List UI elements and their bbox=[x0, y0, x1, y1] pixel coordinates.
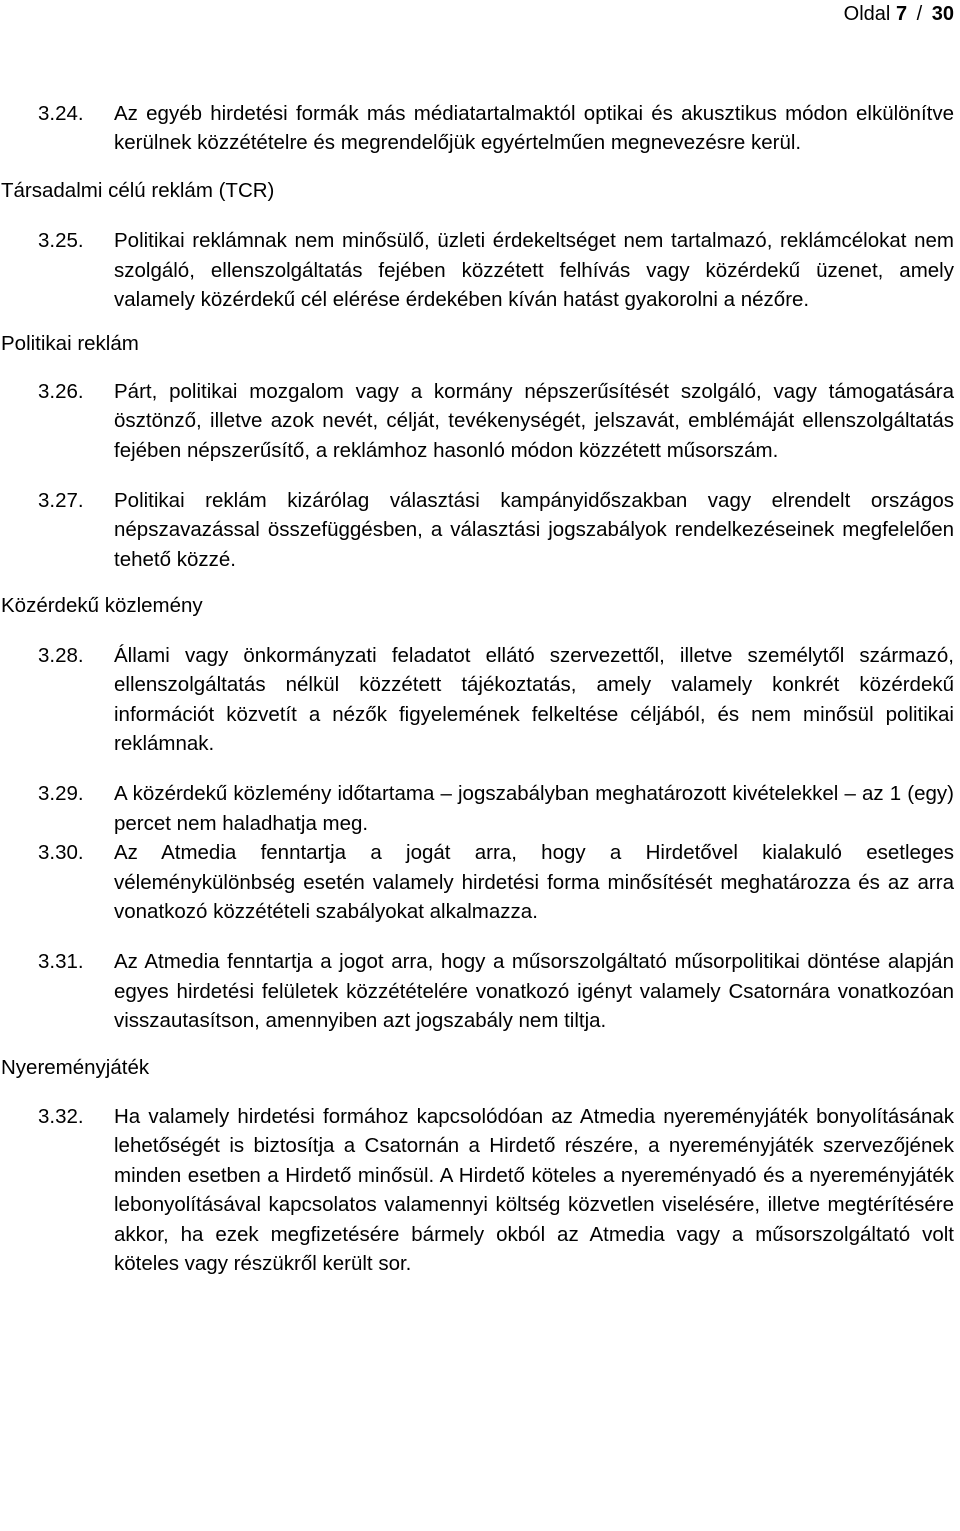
page-label: Oldal bbox=[843, 3, 891, 25]
clause-3-29 bbox=[0, 779, 960, 838]
clause-3-30 bbox=[0, 838, 960, 926]
clause-3-26 bbox=[0, 377, 960, 465]
clause-text: Az Atmedia fenntartja a jogot arra, hogy a műsorszolgáltató műsorpolitikai döntése alapján egyes hirdetési felületek közzétételére vonatkozó igényt valamely Csatornára vonatkozóan visszautasítson, amennyiben azt jogszabály nem tiltja. bbox=[114, 950, 954, 1033]
section-heading-tcr: Társadalmi célú reklám (TCR) bbox=[1, 178, 275, 202]
clause-text: Az egyéb hirdetési formák más médiatartalmaktól optikai és akusztikus módon elkülönítve kerülnek közzétételre és megrendelőjük egyértelműen megnevezésre kerül. bbox=[114, 102, 954, 155]
clause-text: Politikai reklámnak nem minősülő, üzleti érdekeltséget nem tartalmazó, reklámcélokat nem szolgáló, ellenszolgáltatás fejében közzétett felhívás vagy közérdekű üzenet, amely valamely közérdekű cél elérése érdekében kíván hatást gyakorolni a nézőre. bbox=[114, 229, 954, 312]
clause-text: Párt, politikai mozgalom vagy a kormány népszerűsítését szolgáló, vagy támogatására ösztönző, illetve azok nevét, célját, tevékenységét, jelszavát, emblémáját ellenszolgáltatás fejében népszerűsítő, a reklámhoz hasonló módon közzétett műsorszám. bbox=[114, 379, 954, 462]
clause-text: Az Atmedia fenntartja a jogát arra, hogy a Hirdetővel kialakuló esetleges véleménykülönbség esetén valamely hirdetési forma minősítését meghatározza és az arra vonatkozó közzétételi szabályokat alkalmazza. bbox=[114, 841, 954, 923]
clause-number: 3.28. bbox=[38, 643, 84, 667]
clause-number: 3.29. bbox=[38, 782, 84, 806]
clause-number: 3.26. bbox=[38, 379, 84, 403]
clause-number: 3.32. bbox=[38, 1104, 84, 1128]
clause-number: 3.24. bbox=[38, 102, 84, 125]
clause-number: 3.27. bbox=[38, 489, 84, 513]
section-heading-public-notice: Közérdekű közlemény bbox=[1, 594, 203, 618]
clause-text: A közérdekű közlemény időtartama – jogszabályban meghatározott kivételekkel – az 1 (egy) percet nem haladhatja meg. bbox=[114, 782, 954, 835]
clause-number: 3.31. bbox=[38, 950, 84, 974]
clause-3-27 bbox=[0, 486, 960, 574]
page-number bbox=[844, 2, 954, 26]
current-page: 7 bbox=[895, 3, 908, 25]
clause-text: Ha valamely hirdetési formához kapcsolódóan az Atmedia nyereményjáték bonyolításának lehetőségét is biztosítja a Csatornán a Hirdető részére, a nyereményjáték szervezőjének minden esetben a Hirdető minősül. A Hirdető köteles a nyereményadó és a nyereményjáték lebonyolításával kapcsolatos valamennyi költség közvetlen viselésére, illetve megtérítésére akkor, ha ezek megfizetésére bármely okból az Atmedia vagy a műsorszolgáltató volt köteles vagy részükről került sor. bbox=[114, 1104, 954, 1275]
section-heading-political: Politikai reklám bbox=[1, 332, 139, 356]
clause-3-31 bbox=[0, 947, 960, 1035]
clause-3-32 bbox=[0, 1102, 960, 1278]
clause-text: Állami vagy önkormányzati feladatot ellátó szervezettől, illetve személytől származó, ellenszolgáltatás nélkül közzétett tájékoztatás, amely valamely konkrét közérdekű információt közvetít a nézők figyelemének felkeltése céljából, és nem minősül politikai reklámnak. bbox=[114, 643, 954, 755]
clause-text: Politikai reklám kizárólag választási kampányidőszakban vagy elrendelt országos népszavazással összefüggésben, a választási jogszabályok rendelkezéseinek megfelelően tehető közzé. bbox=[114, 489, 954, 571]
clause-3-24 bbox=[0, 99, 960, 158]
document-body bbox=[0, 99, 960, 1278]
page-separator: / bbox=[916, 3, 923, 25]
clause-number: 3.30. bbox=[38, 841, 84, 865]
section-heading-prize-game: Nyereményjáték bbox=[1, 1055, 150, 1079]
clause-3-25 bbox=[0, 226, 960, 314]
clause-number: 3.25. bbox=[38, 229, 84, 253]
total-pages: 30 bbox=[931, 3, 954, 25]
clause-3-28 bbox=[0, 641, 960, 759]
